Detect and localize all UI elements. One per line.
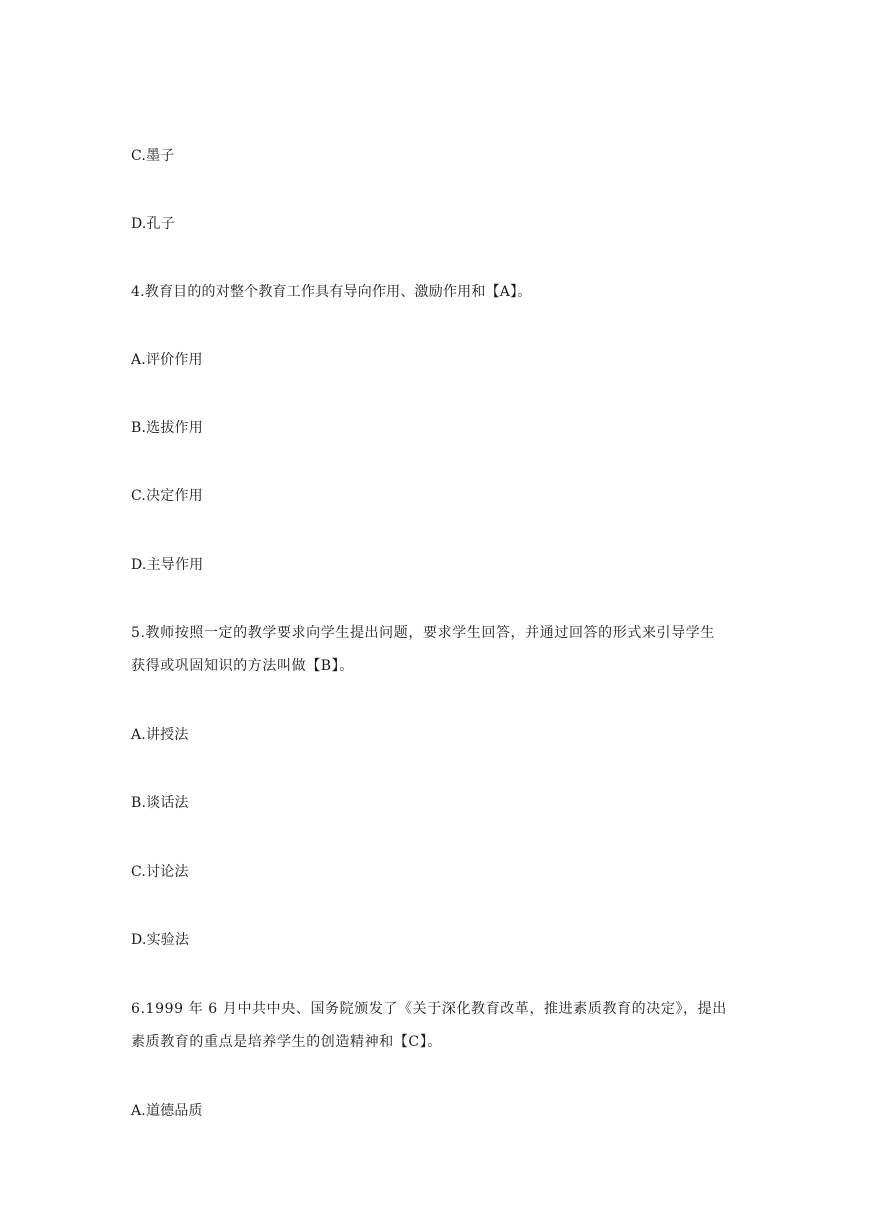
question-4-stem: 4.教育目的的对整个教育工作具有导向作用、激励作用和【A】。 [131,284,532,300]
option-b-question-5: B.谈话法 [131,795,189,811]
question-5-stem-line-1: 5.教师按照一定的教学要求向学生提出问题，要求学生回答，并通过回答的形式来引导学生 [131,625,715,641]
option-a-question-5: A.讲授法 [131,727,189,743]
option-c-question-5: C.讨论法 [131,864,189,880]
question-6-stem-line-1: 6.1999 年 6 月中共中央、国务院颁发了《关于深化教育改革，推进素质教育的决定》，提出 [131,1001,727,1017]
question-5-stem [131,617,739,683]
option-d-question-3: D.孔子 [131,216,175,232]
option-b-question-4: B.选拔作用 [131,420,203,436]
question-5-stem-line-2: 获得或巩固知识的方法叫做【B】。 [131,658,354,674]
option-c-question-3: C.墨子 [131,148,175,164]
option-a-question-4: A.评价作用 [131,352,203,368]
option-c-question-4: C.决定作用 [131,488,203,504]
option-a-question-6: A.道德品质 [131,1103,203,1119]
option-d-question-4: D.主导作用 [131,557,204,573]
question-6-stem-line-2: 素质教育的重点是培养学生的创造精神和【C】。 [131,1034,442,1050]
question-6-stem [131,993,739,1059]
option-d-question-5: D.实验法 [131,932,190,948]
